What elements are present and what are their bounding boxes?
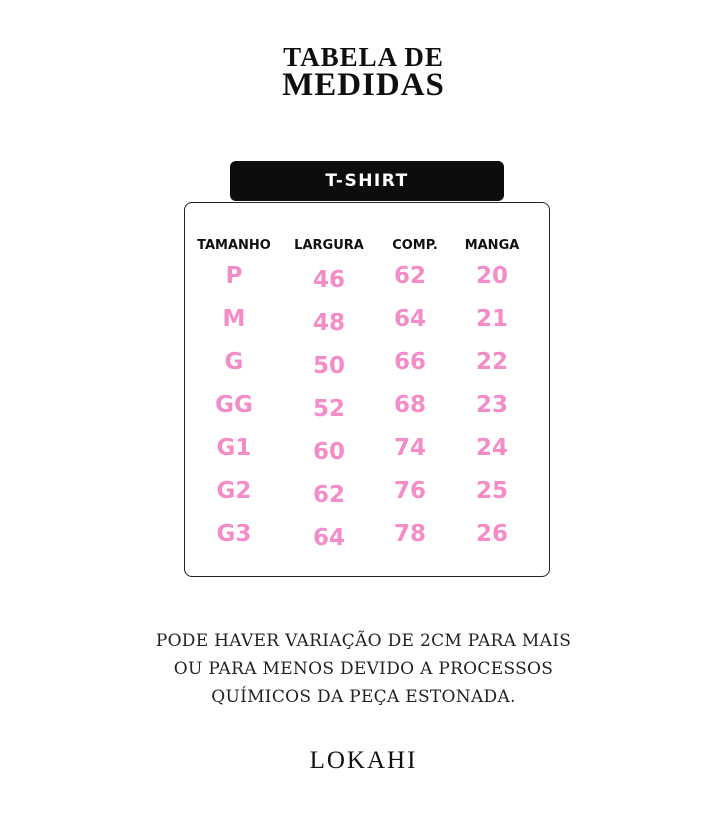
measure-cell: 76 — [393, 478, 426, 504]
measure-cell: 21 — [475, 306, 508, 332]
size-cell: G2 — [216, 478, 252, 504]
measure-cell: 46 — [312, 267, 345, 293]
measure-cell: 20 — [475, 263, 508, 289]
measure-cell: 68 — [393, 392, 426, 418]
page-title-line1: TABELA DE — [283, 42, 444, 72]
measure-cell: 52 — [312, 396, 345, 422]
size-cell: P — [225, 263, 243, 289]
measure-cell: 74 — [393, 435, 426, 461]
size-cell: G3 — [216, 521, 252, 547]
column-header: LARGURA — [294, 238, 364, 253]
size-cell: G — [224, 349, 244, 375]
category-tab-label: T-SHIRT — [325, 171, 409, 191]
column-header: MANGA — [464, 238, 520, 253]
measure-cell: 24 — [475, 435, 508, 461]
measure-cell: 22 — [475, 349, 508, 375]
measure-cell: 64 — [393, 306, 426, 332]
measure-cell: 50 — [312, 353, 345, 379]
page-title-line2: MEDIDAS — [282, 67, 445, 103]
category-tab — [230, 161, 504, 201]
size-cell: G1 — [216, 435, 252, 461]
column-header: COMP. — [392, 238, 438, 253]
measure-cell: 62 — [393, 263, 426, 289]
measure-cell: 23 — [475, 392, 508, 418]
note-line: QUÍMICOS DA PEÇA ESTONADA. — [211, 687, 516, 707]
measure-cell: 26 — [475, 521, 508, 547]
measure-cell: 60 — [312, 439, 345, 465]
measure-cell: 62 — [312, 482, 345, 508]
measure-cell: 66 — [393, 349, 426, 375]
brand-name: LOKAHI — [309, 747, 418, 774]
note-line: PODE HAVER VARIAÇÃO DE 2CM PARA MAIS — [155, 631, 572, 651]
measure-cell: 25 — [475, 478, 508, 504]
measure-cell: 78 — [393, 521, 426, 547]
column-header: TAMANHO — [197, 238, 271, 253]
variation-note — [0, 627, 727, 711]
measure-cell: 64 — [312, 525, 345, 551]
size-cell: GG — [215, 392, 253, 418]
note-line: OU PARA MENOS DEVIDO A PROCESSOS — [173, 659, 554, 679]
measure-cell: 48 — [312, 310, 345, 336]
size-cell: M — [222, 306, 246, 332]
